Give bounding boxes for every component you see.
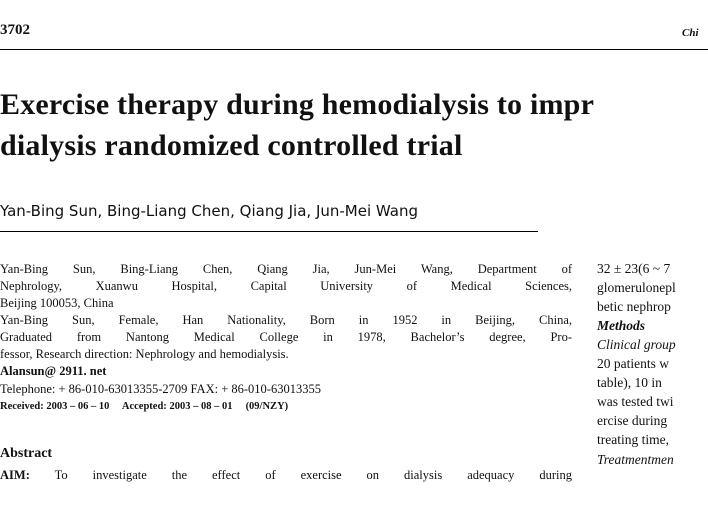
right-col-line-2: glomerulonepl (597, 280, 676, 295)
author-byline: Yan-Bing Sun, Bing-Liang Chen, Qiang Jia, Jun-Mei Wang (0, 202, 418, 220)
accepted-date: 2003 – 08 – 01 (169, 401, 233, 412)
aim-label: AIM: (0, 468, 30, 482)
right-col-line-6: 20 patients w (597, 356, 669, 371)
received-accepted-dates (0, 401, 572, 412)
clinical-group-subheading: Clinical group (597, 337, 676, 352)
treatment-subheading: Treatmentmen (597, 452, 674, 467)
aim-text: To investigate the effect of exercise on dialysis adequacy during (54, 468, 572, 482)
journal-name: Chi (682, 27, 699, 39)
page-number: 3702 (0, 22, 30, 38)
abstract-heading: Abstract (0, 446, 53, 461)
article-title-line-2: dialysis randomized controlled trial (0, 129, 463, 162)
right-col-line-10: treating time, (597, 432, 669, 447)
manuscript-code: (09/NZY) (245, 401, 289, 412)
header-rule (0, 49, 708, 50)
right-col-line-7: table), 10 in (597, 375, 662, 390)
abstract-aim (0, 468, 572, 483)
received-label: Received: (0, 401, 44, 412)
author-bio-line-2: Graduated from Nantong Medical College in 1978, Bachelor’s degree, Pro- (0, 330, 572, 344)
author-bio-line-1: Yan-Bing Sun, Female, Han Nationality, Born in 1952 in Beijing, China, (0, 313, 572, 327)
telephone-fax: Telephone: + 86-010-63013355-2709 FAX: + 86-010-63013355 (0, 382, 321, 396)
received-date: 2003 – 06 – 10 (46, 401, 110, 412)
correspondence-email: Alansun@ 2911. net (0, 364, 107, 378)
right-col-line-1: 32 ± 23(6 ~ 7 (597, 261, 671, 276)
byline-rule (0, 231, 538, 232)
methods-heading: Methods (597, 318, 646, 333)
author-bio-line-3: fessor, Research direction: Nephrology and hemodialysis. (0, 347, 289, 361)
accepted-label: Accepted: (121, 401, 167, 412)
right-col-line-8: was tested twi (597, 394, 674, 409)
affiliation-line-1: Yan-Bing Sun, Bing-Liang Chen, Qiang Jia, Jun-Mei Wang, Department of (0, 262, 572, 276)
affiliation-line-2: Nephrology, Xuanwu Hospital, Capital University of Medical Sciences, (0, 279, 572, 293)
article-title-line-1: Exercise therapy during hemodialysis to impr (0, 88, 595, 121)
right-col-line-3: betic nephrop (597, 299, 671, 314)
right-col-line-9: ercise during (597, 413, 668, 428)
affiliation-line-3: Beijing 100053, China (0, 296, 114, 310)
